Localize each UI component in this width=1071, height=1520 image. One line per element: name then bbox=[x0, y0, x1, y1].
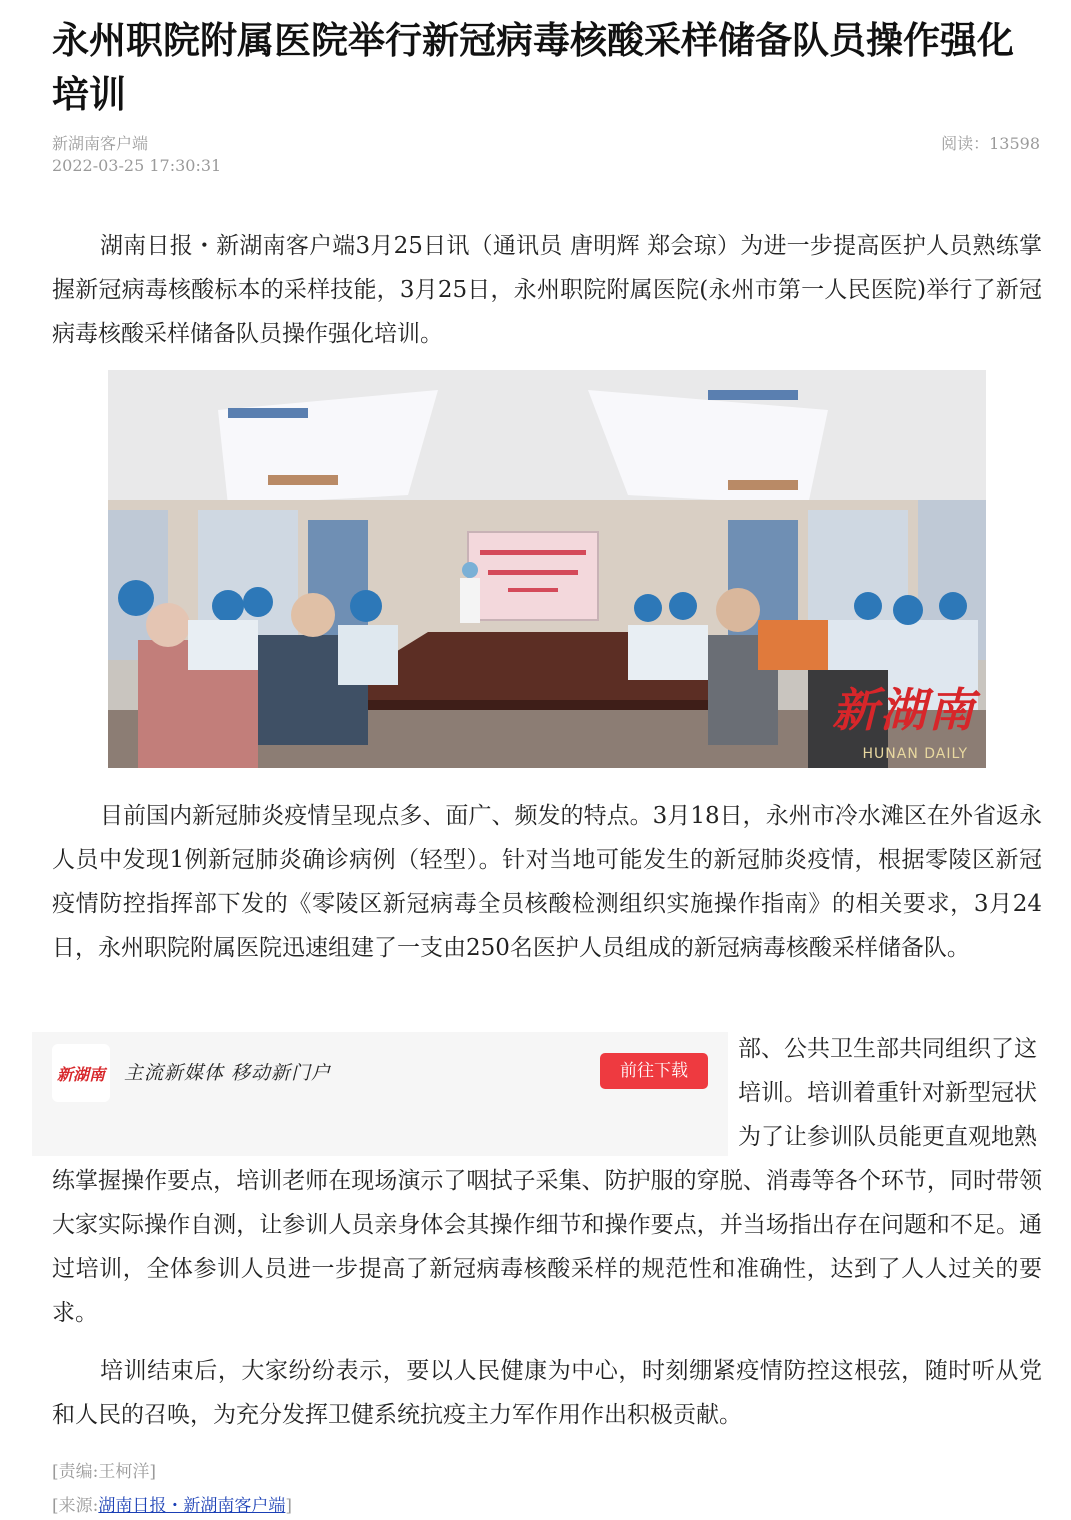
read-count bbox=[941, 131, 1040, 154]
article-paragraph-2: 目前国内新冠肺炎疫情呈现点多、面广、频发的特点。3月18日，永州市冷水滩区在外省返永人员中发现1例新冠肺炎确诊病例（轻型）。针对当地可能发生的新冠肺炎疫情，根据零陵区新冠疫情防控指挥部下发的《零陵区新冠病毒全员核酸检测组织实施操作指南》的相关要求，3月24日，永州职院附属医院迅速组建了一支由250名医护人员组成的新冠病毒核酸采样储备队。 bbox=[52, 803, 1042, 961]
article-paragraph-1: 湖南日报・新湖南客户端3月25日讯（通讯员 唐明辉 郑会琼）为进一步提高医护人员熟练掌握新冠病毒核酸标本的采样技能，3月25日，永州职院附属医院(永州市第一人民医院)举行了新冠病毒核酸采样储备队员操作强化培训。 bbox=[52, 233, 1042, 347]
article-source: 新湖南客户端 bbox=[52, 134, 149, 153]
source-link[interactable]: 湖南日报・新湖南客户端 bbox=[98, 1496, 286, 1516]
source-prefix: [来源: bbox=[52, 1496, 99, 1516]
editor-credit: [责编:王柯洋] bbox=[52, 1462, 156, 1482]
source-credit bbox=[52, 1491, 292, 1516]
article-paragraph-3-line-2: 培训。培训着重针对新型冠状 bbox=[738, 1080, 1037, 1106]
article-title: 永州职院附属医院举行新冠病毒核酸采样储备队员操作强化培训 bbox=[52, 19, 1014, 116]
read-count-value: 13598 bbox=[989, 134, 1040, 153]
article-paragraph-3-rest: 练掌握操作要点，培训老师在现场演示了咽拭子采集、防护服的穿脱、消毒等各个环节，同时带领大家实际操作自测，让参训人员亲身体会其操作细节和操作要点，并当场指出存在问题和不足。通过培训，全体参训人员进一步提高了新冠病毒核酸采样的规范性和准确性，达到了人人过关的要求。 bbox=[52, 1168, 1042, 1326]
source-suffix: ] bbox=[285, 1496, 293, 1516]
article-paragraph-3-line-3: 为了让参训队员能更直观地熟 bbox=[738, 1124, 1037, 1150]
article-paragraph-4: 培训结束后，大家纷纷表示，要以人民健康为中心，时刻绷紧疫情防控这根弦，随时听从党和人民的召唤，为充分发挥卫健系统抗疫主力军作用作出积极贡献。 bbox=[52, 1358, 1042, 1428]
app-slogan: 主流新媒体 移动新门户 bbox=[124, 1062, 332, 1084]
download-button[interactable]: 前往下载 bbox=[600, 1053, 708, 1089]
article-paragraph-3-line-1: 部、公共卫生部共同组织了这 bbox=[738, 1036, 1037, 1062]
article-datetime: 2022-03-25 17:30:31 bbox=[52, 156, 222, 175]
app-download-banner bbox=[32, 1032, 728, 1156]
read-count-label: 阅读： bbox=[941, 134, 990, 153]
photo-watermark-sub: HUNAN DAILY bbox=[862, 746, 968, 762]
photo-watermark: 新湖南 bbox=[832, 683, 976, 737]
app-logo: 新湖南 bbox=[52, 1044, 110, 1102]
article-photo[interactable] bbox=[108, 370, 986, 768]
